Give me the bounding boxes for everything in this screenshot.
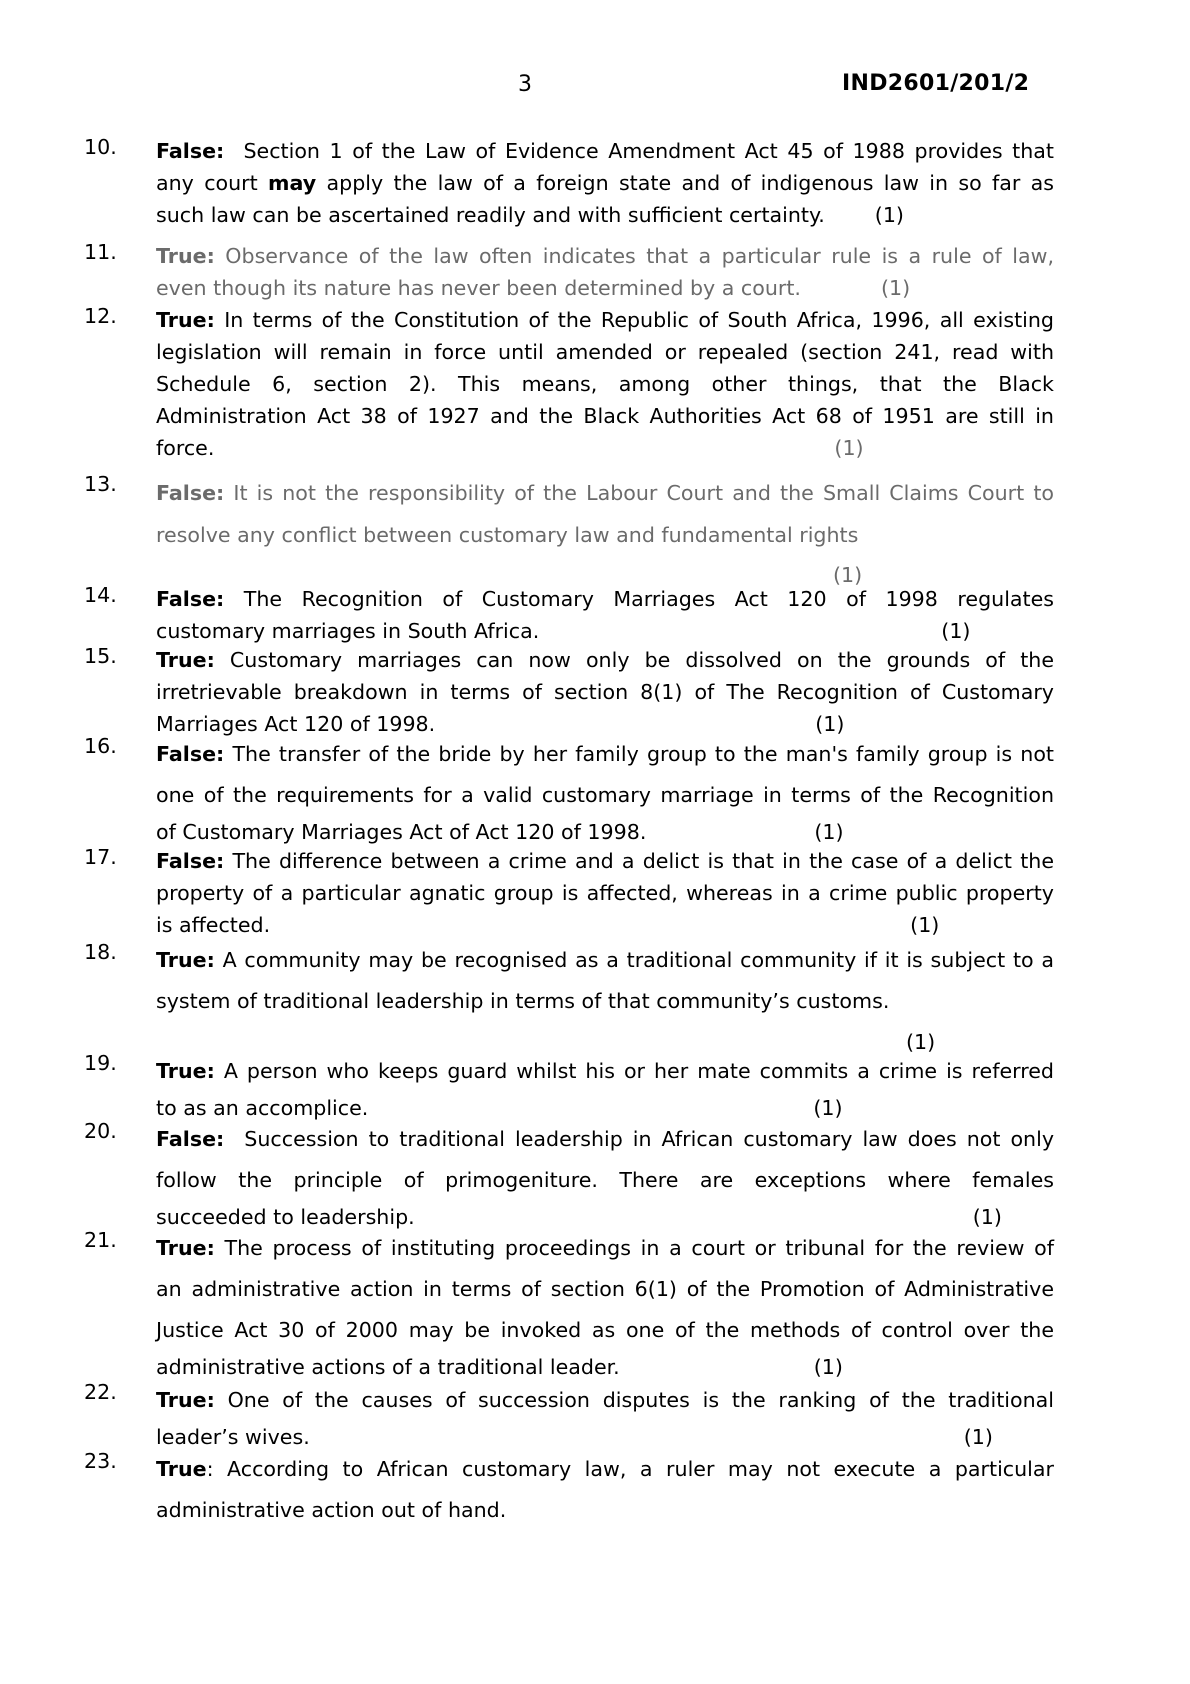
question-number: 12. (84, 304, 117, 328)
answer-text: False: The transfer of the bride by her family group to the man's family group is not one of the requirements for a valid customary marriage in terms of the Recognition of Customary Marriages Act of Act 120 of 1998. (1) (156, 734, 1054, 848)
mark: (1) (815, 712, 845, 736)
verdict: True: (156, 1388, 215, 1412)
verdict: True: (156, 648, 215, 672)
question-number: 18. (84, 940, 117, 964)
question-number: 10. (84, 135, 117, 159)
question-number: 13. (84, 472, 117, 496)
course-code: IND2601/201/2 (842, 71, 1030, 96)
answer-text: False: The difference between a crime and a delict is that in the case of a delict the property of a particular agnatic group is affected, whereas in a crime public property is affected. (1) (156, 845, 1054, 941)
verdict: True: (156, 308, 215, 332)
answer-text: True: A community may be recognised as a traditional community if it is subject to a system of traditional leadership in terms of that community’s customs. (1) (156, 940, 1054, 1062)
answer-text: False: Succession to traditional leadership in African customary law does not only follow the principle of primogeniture. There are exceptions where females succeeded to leadership. (1) (156, 1119, 1054, 1233)
question-number: 11. (84, 240, 117, 264)
mark: (1) (814, 820, 844, 844)
question-number: 17. (84, 845, 117, 869)
verdict: False: (156, 481, 225, 505)
answer-text: True: According to African customary law, a ruler may not execute a particular administrative action out of hand. (156, 1457, 1054, 1522)
answer-text: True: The process of instituting proceedings in a court or tribunal for the review of an administrative action in terms of section 6(1) of the Promotion of Administrative Justice Act 30 of 2000 may be invoked as one of the methods of control over the administrative actions of a traditional leader. (1) (156, 1228, 1054, 1383)
answer-text: False: The Recognition of Customary Marriages Act 120 of 1998 regulates customary marriages in South Africa. (1) (156, 583, 1054, 647)
question-number: 19. (84, 1051, 117, 1075)
verdict: False: (156, 742, 225, 766)
verdict: True: (156, 244, 215, 268)
mark: (1) (910, 913, 940, 937)
question-number: 22. (84, 1380, 117, 1404)
verdict: True: (156, 948, 215, 972)
mark: (1) (906, 1030, 936, 1054)
mark: (1) (963, 1425, 993, 1449)
verdict: True (156, 1457, 207, 1481)
answer-text: True: One of the causes of succession disputes is the ranking of the traditional leader’s wives. (1) (156, 1380, 1054, 1453)
verdict: False: (156, 139, 225, 163)
answer-text: True: A person who keeps guard whilst his or her mate commits a crime is referred to as an accomplice. (1) (156, 1051, 1054, 1124)
mark: (1) (833, 563, 863, 587)
emphasis: may (268, 171, 317, 195)
answer-text: True: Observance of the law often indicates that a particular rule is a rule of law, even though its nature has never been determined by a court. (1) (156, 240, 1054, 304)
mark: (1) (874, 203, 904, 227)
question-number: 21. (84, 1228, 117, 1252)
answer-text: True: Customary marriages can now only be dissolved on the grounds of the irretrievable breakdown in terms of section 8(1) of The Recognition of Customary Marriages Act 120 of 1998. (1) (156, 644, 1054, 740)
question-number: 15. (84, 644, 117, 668)
verdict: True: (156, 1059, 215, 1083)
mark: (1) (813, 1096, 843, 1120)
verdict: True: (156, 1236, 215, 1260)
mark: (1) (834, 436, 864, 460)
mark: (1) (941, 619, 971, 643)
question-number: 16. (84, 734, 117, 758)
answer-text: False: Section 1 of the Law of Evidence Amendment Act 45 of 1988 provides that any court may apply the law of a foreign state and of indigenous law in so far as such law can be ascertained readily and with sufficient certainty. (1) (156, 135, 1054, 231)
verdict: False: (156, 1127, 225, 1151)
mark: (1) (880, 276, 911, 300)
page-number: 3 (518, 72, 532, 97)
mark: (1) (972, 1205, 1002, 1229)
mark: (1) (813, 1355, 843, 1379)
question-number: 14. (84, 583, 117, 607)
question-number: 20. (84, 1119, 117, 1143)
verdict: False: (156, 587, 225, 611)
question-number: 23. (84, 1449, 117, 1473)
answer-text: True: In terms of the Constitution of the Republic of South Africa, 1996, all existing legislation will remain in force until amended or repealed (section 241, read with Schedule 6, section 2). This means, among other things, that the Black Administration Act 38 of 1927 and the Black Authorities Act 68 of 1951 are still in force. (1) (156, 304, 1054, 464)
answer-text: False: It is not the responsibility of the Labour Court and the Small Claims Court to resolve any conflict between customary law and fundamental rights (1) (156, 472, 1054, 594)
verdict: False: (156, 849, 225, 873)
